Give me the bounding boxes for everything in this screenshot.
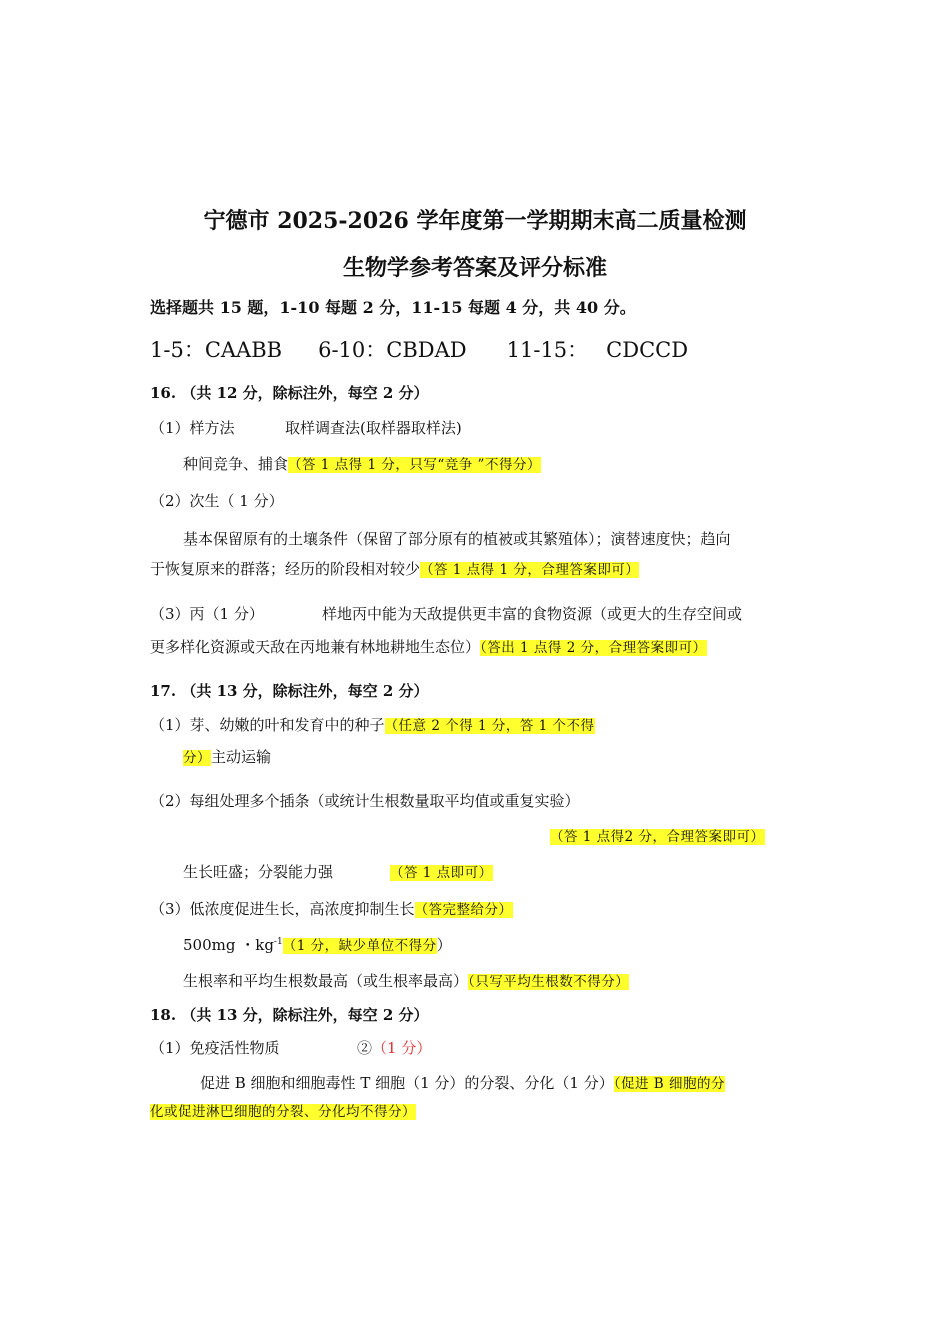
choice-group-1-answers: CAABB	[204, 338, 283, 362]
q18-part1-note-line2: 化或促进淋巴细胞的分裂、分化均不得分）	[150, 1104, 416, 1120]
choice-intro: 选择题共 15 题，1-10 每题 2 分，11-15 每题 4 分，共 40 分。	[150, 298, 636, 317]
q18-part1-answer-c: 促进 B 细胞和细胞毒性 T 细胞（1 分）的分裂、分化（1 分）	[200, 1074, 614, 1092]
q18-part1-note-line1: （促进 B 细胞的分	[613, 1076, 725, 1092]
choice-answers	[150, 337, 688, 363]
q16-number: 16.	[150, 384, 177, 402]
q16-part3-answer-b-line2: 更多样化资源或天敌在丙地兼有林地耕地生态位）	[150, 638, 481, 656]
q17-part1-answer-a: （1）芽、幼嫩的叶和发育中的种子	[150, 716, 385, 734]
q16-part1-answer-c: 种间竞争、捕食	[183, 455, 289, 473]
q17-part3-note-c: （只写平均生根数不得分）	[468, 974, 630, 990]
q17-part3-note-b-close: ）	[436, 936, 452, 954]
q17-part2-note: （答 1 点得2 分，合理答案即可）	[550, 829, 765, 845]
q16-part2-line2	[150, 559, 639, 580]
q17-header	[150, 681, 429, 701]
q17-part3-note-b: （1 分，缺少单位不得分	[282, 938, 437, 954]
choice-group-3-label: 11-15：	[506, 338, 589, 362]
q16-part3-note: （答出 1 点得 2 分，合理答案即可）	[480, 640, 707, 656]
q16-part3-answer-b-line1: 样地丙中能为天敌提供更丰富的食物资源（或更大的生存空间或	[322, 605, 743, 623]
q17-part2-answer-b: 生长旺盛；分裂能力强	[183, 863, 334, 881]
q17-part1-answer-b: 主动运输	[211, 748, 272, 766]
choice-group-2-answers: CBDAD	[386, 338, 467, 362]
q18-part1-line3	[150, 1101, 416, 1122]
q17-part3-line2	[183, 935, 452, 956]
choice-group-1-label: 1-5：	[150, 338, 205, 362]
q17-part3-answer-c: 生根率和平均生根数最高（或生根率最高）	[183, 972, 469, 990]
q16-part3-line2	[150, 637, 707, 658]
q16-part2-note: （答 1 点得 1 分，合理答案即可）	[420, 562, 640, 578]
q17-part3-answer-b: 500mg ・kg	[183, 936, 274, 954]
q16-part1-answer-a: （1）样方法	[150, 419, 235, 437]
q17-part3-line3	[183, 971, 629, 992]
q17-part1-line2	[183, 747, 271, 768]
q18-part1-line2	[200, 1073, 725, 1094]
q17-part2-answer-a: （2）每组处理多个插条（或统计生根数量取平均值或重复实验）	[150, 792, 580, 810]
q16-part2-answer-b-line2: 于恢复原来的群落；经历的阶段相对较少	[150, 560, 421, 578]
q17-part2-note-b: （答 1 点即可）	[390, 865, 493, 881]
q17-part1-line1	[150, 715, 595, 736]
q16-part3-answer-a: （3）丙（1 分）	[150, 605, 264, 623]
q18-part1-answer-b-line	[357, 1038, 431, 1058]
q16-header	[150, 383, 429, 403]
q17-part2-note-b-line	[390, 862, 493, 883]
page-title: 宁德市 2025-2026 学年度第一学期期末高二质量检测	[203, 208, 747, 234]
q18-header-text: （共 13 分，除标注外，每空 2 分）	[181, 1006, 429, 1024]
q16-part2-answer-a: （2）次生（ 1 分）	[150, 492, 284, 510]
q17-part3-line1	[150, 899, 513, 920]
choice-group-3-answers: CDCCD	[606, 338, 689, 362]
q16-part1-note: （答 1 点得 1 分，只写“竞争 ”不得分）	[288, 457, 541, 473]
choice-group-2-label: 6-10：	[318, 338, 387, 362]
q16-part1-line2	[183, 454, 541, 475]
q18-number: 18.	[150, 1006, 177, 1024]
q18-part1-answer-b: ②	[357, 1039, 373, 1057]
page-subtitle: 生物学参考答案及评分标准	[342, 255, 607, 281]
q17-part3-answer-a: （3）低浓度促进生长，高浓度抑制生长	[150, 900, 415, 918]
q17-part1-note-line1: （任意 2 个得 1 分，答 1 个不得	[384, 718, 595, 734]
q18-part1-answer-a: （1）免疫活性物质	[150, 1039, 280, 1057]
q16-part2-answer-b-line1: 基本保留原有的土壤条件（保留了部分原有的植被或其繁殖体）；演替速度快；趋向	[183, 530, 731, 548]
q17-part3-answer-b-exponent: -1	[273, 937, 283, 947]
q18-part1-answer-b-note: （1 分）	[372, 1039, 432, 1057]
q17-part3-note-a: （答完整给分）	[414, 902, 513, 918]
q16-part1-answer-b: 取样调查法(取样器取样法)	[285, 419, 462, 437]
q18-header	[150, 1005, 429, 1025]
q17-part1-note-line2: 分）	[183, 750, 211, 766]
q17-part2-note-line	[550, 826, 765, 847]
q17-header-text: （共 13 分，除标注外，每空 2 分）	[181, 682, 429, 700]
q17-number: 17.	[150, 682, 177, 700]
q16-header-text: （共 12 分，除标注外，每空 2 分）	[181, 384, 429, 402]
